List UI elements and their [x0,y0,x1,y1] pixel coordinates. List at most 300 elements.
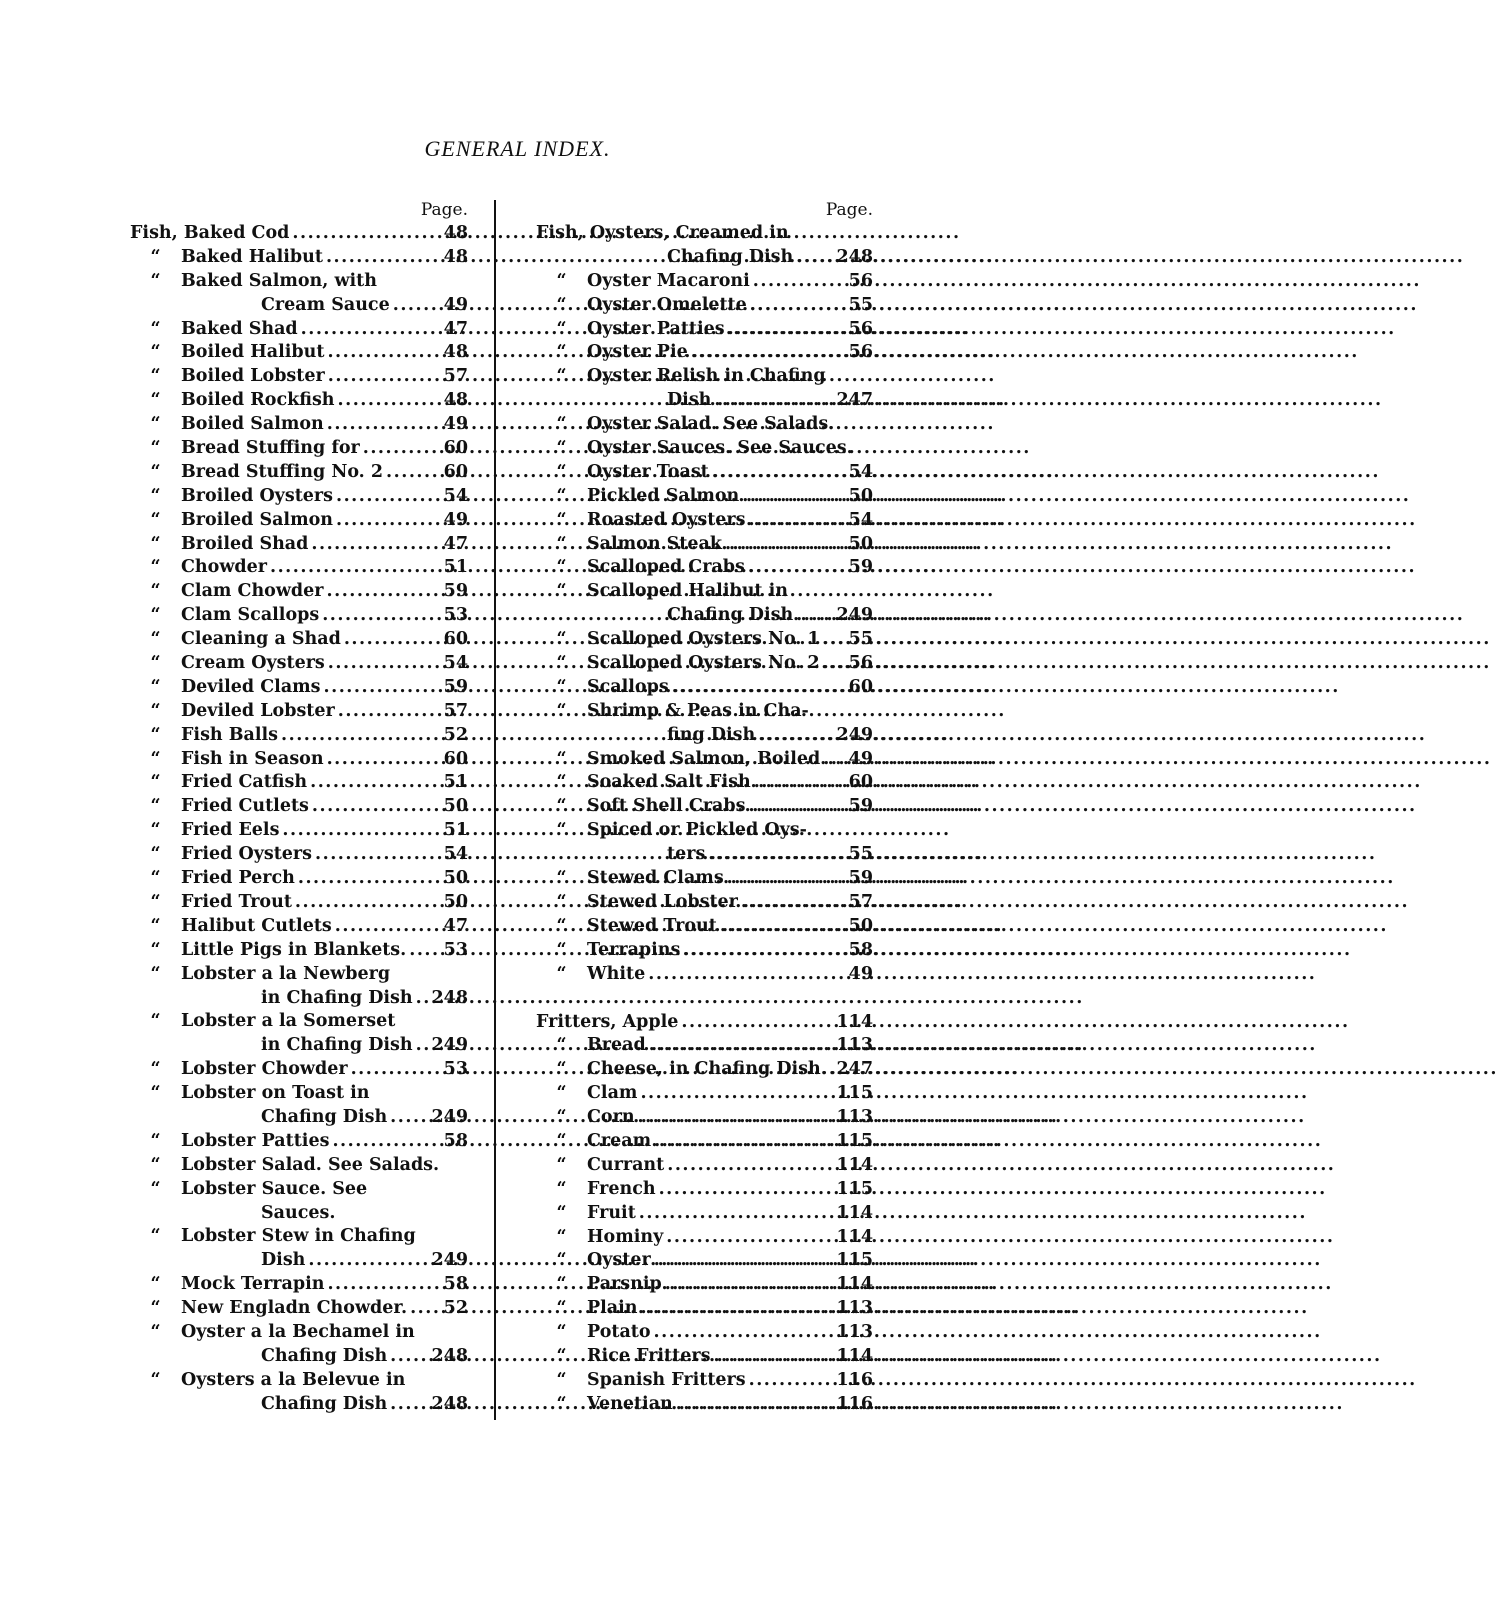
entry-text: Bread Stuffing for [181,438,360,459]
page-number: 248 [431,987,468,1008]
page-number: 47 [443,533,468,554]
dot-leader [407,1297,444,1321]
index-entry [130,795,468,819]
page-number: 49 [848,963,873,984]
page-number: 114 [836,1154,873,1175]
page-number: 54 [443,485,468,506]
page-number: 58 [848,939,873,960]
ditto-mark: “ [556,414,567,435]
ditto-mark: “ [150,509,161,530]
index-entry-continuation [130,294,468,318]
dot-leader [636,1202,837,1226]
index-entry-continuation [130,987,468,1011]
index-entry-continuation [536,246,873,270]
dot-leader [705,843,848,867]
index-entry [536,1297,873,1321]
index-entry [130,724,468,748]
dot-leader [664,1154,836,1178]
dot-leader [267,556,444,580]
ditto-mark: “ [150,342,161,363]
index-entry [130,556,468,580]
entry-text: ters [667,844,706,865]
index-entry [536,437,873,461]
dot-leader [739,485,848,509]
ditto-mark: “ [556,868,567,889]
entry-text: Scalloped Halibut in [587,581,788,602]
page-number: 113 [836,1107,873,1128]
dot-leader [324,1273,443,1297]
entry-text: Oyster Salad. See Salads. [587,414,835,435]
page-number: 115 [836,1178,873,1199]
index-entry [536,1082,873,1106]
index-entry [536,628,873,652]
entry-text: Little Pigs in Blankets. [181,939,407,960]
dot-leader [312,843,444,867]
dot-leader [793,246,836,270]
dot-leader [308,533,443,557]
index-entry [536,1154,873,1178]
page-number: 54 [848,509,873,530]
entry-text: Cream [587,1130,652,1151]
index-entry [536,1106,873,1130]
entry-text: New Engladn Chowder. [181,1298,408,1319]
index-entry [536,1393,873,1417]
ditto-mark: “ [556,748,567,769]
index-entry [130,318,468,342]
page-number: 53 [443,605,468,626]
entry-text: Venetian [587,1393,673,1414]
page-number: 52 [443,1298,468,1319]
section-gap [536,987,873,1011]
index-entry [130,509,468,533]
dot-leader [710,1345,836,1369]
index-entry [130,748,468,772]
entry-text: Stewed Clams [587,868,724,889]
entry-text: Chafing Dish [667,246,794,267]
dot-leader [295,867,444,891]
page-number: 59 [443,581,468,602]
entry-text: Terrapins [587,939,681,960]
index-entry [130,604,468,628]
dot-leader [325,652,444,676]
dot-leader [746,509,849,533]
ditto-mark: “ [556,915,567,936]
entry-text: Lobster a la Newberg [181,963,391,984]
entry-text: Fried Oysters [181,844,313,865]
entry-text: Broiled Oysters [181,485,333,506]
ditto-mark: “ [150,653,161,674]
entry-text: Clam Scallops [181,605,320,626]
page-number: 50 [848,533,873,554]
index-entry [536,485,873,509]
dot-leader [325,365,444,389]
index-entry [130,437,468,461]
ditto-mark: “ [556,1369,567,1390]
entry-text: Oyster Omelette [587,294,747,315]
entry-text: Oyster Toast [587,461,709,482]
dot-leader [651,1321,837,1345]
ditto-mark: “ [150,1226,161,1247]
entry-text: Soft Shell Crabs [587,796,746,817]
dot-leader [333,509,444,533]
ditto-mark: “ [150,246,161,267]
dot-leader [745,556,849,580]
page-number: 247 [836,390,873,411]
page-number: 49 [848,748,873,769]
dot-leader [651,1249,837,1273]
dot-leader [292,891,444,915]
ditto-mark: “ [150,700,161,721]
page-number: 50 [443,796,468,817]
ditto-mark: “ [150,796,161,817]
page-number: 114 [836,1274,873,1295]
ditto-mark: “ [556,1202,567,1223]
entry-text: Fish, Oysters, Creamed in [536,223,789,243]
dot-leader [793,604,836,628]
entry-text: Broiled Shad [181,533,309,554]
index-entry [536,748,873,772]
ditto-mark: “ [556,1154,567,1175]
entry-text: Fried Perch [181,868,295,889]
ditto-mark: “ [556,1322,567,1343]
dot-leader [335,700,444,724]
ditto-mark: “ [556,1250,567,1271]
ditto-mark: “ [556,700,567,721]
entry-text: Roasted Oysters [587,509,746,530]
dot-leader [390,294,444,318]
ditto-mark: “ [150,844,161,865]
page-column-header: Page. [825,200,873,220]
dot-leader [324,341,443,365]
page-number: 56 [848,270,873,291]
ditto-mark: “ [556,318,567,339]
index-entry-continuation [130,1393,468,1417]
ditto-mark: “ [150,533,161,554]
index-entry-continuation [130,1345,468,1369]
ditto-mark: “ [556,485,567,506]
entry-text: Fried Cutlets [181,796,309,817]
dot-leader [663,1226,836,1250]
page-number: 53 [443,939,468,960]
ditto-mark: “ [556,1083,567,1104]
dot-leader [289,222,443,246]
dot-leader [724,867,849,891]
dot-leader [645,963,848,987]
index-entries [536,222,873,1417]
page-number: 60 [443,629,468,650]
ditto-mark: “ [556,796,567,817]
entry-text: Bread Stuffing No. 2 [181,461,384,482]
ditto-mark: “ [150,270,161,291]
ditto-mark: “ [150,820,161,841]
index-entry [130,246,468,270]
index-entry [130,580,468,604]
index-entry-continuation [130,1202,468,1226]
ditto-mark: “ [150,390,161,411]
index-entry [130,700,468,724]
entry-text: Cream Sauce [261,294,390,315]
dot-leader [669,676,849,700]
dot-leader [298,318,444,342]
page-number: 248 [431,1393,468,1414]
ditto-mark: “ [150,414,161,435]
dot-leader [746,1369,837,1393]
ditto-mark: “ [556,891,567,912]
entry-text: Scallops [587,676,669,697]
ditto-mark: “ [150,1298,161,1319]
index-entry [130,1273,468,1297]
ditto-mark: “ [150,1321,161,1342]
ditto-mark: “ [150,438,161,459]
entry-text: Chafing Dish [261,1345,388,1366]
index-entry [130,365,468,389]
ditto-mark: “ [556,772,567,793]
page-number: 52 [443,724,468,745]
page-number: 56 [848,653,873,674]
page-number: 248 [431,1345,468,1366]
dot-leader [747,294,849,318]
page-number: 51 [443,557,468,578]
ditto-mark: “ [150,485,161,506]
entry-text: Halibut Cutlets [181,915,332,936]
entry-text: Lobster Stew in Chafing [181,1226,416,1247]
index-entry [130,867,468,891]
index-entry [536,461,873,485]
page-number: 59 [848,557,873,578]
page-number: 115 [836,1130,873,1151]
page-number: 113 [836,1298,873,1319]
page-number: 249 [431,1106,468,1127]
index-entry [536,700,873,724]
dot-leader [387,1106,431,1130]
index-entry [536,1273,873,1297]
page-number: 116 [836,1369,873,1390]
page-number: 51 [443,820,468,841]
ditto-mark: “ [556,1274,567,1295]
index-entry [536,509,873,533]
ditto-mark: “ [556,939,567,960]
dot-leader [321,676,444,700]
ditto-mark: “ [556,1059,567,1080]
dot-leader [725,318,849,342]
ditto-mark: “ [150,1011,161,1032]
dot-leader [348,1058,444,1082]
index-entry [536,819,873,843]
page-number: 60 [848,676,873,697]
entry-text: Oyster Patties [587,318,725,339]
ditto-mark: “ [150,557,161,578]
index-entry [536,939,873,963]
index-entry-continuation [536,604,873,628]
page-number: 59 [848,868,873,889]
dot-leader [387,1393,431,1417]
index-entry [536,413,873,437]
entry-text: Cream Oysters [181,653,325,674]
page-number: 114 [836,1345,873,1366]
page-number: 57 [443,366,468,387]
entry-text: in Chafing Dish [261,987,413,1008]
entry-text: Fish, Baked Cod [130,223,290,243]
ditto-mark: “ [556,963,567,984]
dot-leader [341,628,444,652]
ditto-mark: “ [556,294,567,315]
ditto-mark: “ [556,581,567,602]
entry-text: Boiled Rockfish [181,390,335,411]
entry-text: Pickled Salmon [587,485,740,506]
ditto-mark: “ [556,461,567,482]
page-number: 58 [443,1130,468,1151]
entry-text: Lobster Salad. See Salads. [181,1154,440,1175]
dot-leader [383,461,444,485]
ditto-mark: “ [150,724,161,745]
entry-text: Salmon Steak [587,533,722,554]
dot-leader [333,485,444,509]
dot-leader [662,1273,837,1297]
page-number: 48 [443,246,468,267]
index-entry [130,1321,468,1345]
dot-leader [278,724,444,748]
dot-leader [751,771,849,795]
entry-text: Boiled Halibut [181,342,325,363]
entry-text: Lobster Sauce. See [181,1178,368,1199]
entry-text: Oyster a la Bechamel in [181,1321,415,1342]
ditto-mark: “ [150,939,161,960]
entry-text: Chafing Dish [261,1106,388,1127]
ditto-mark: “ [150,1369,161,1390]
index-entry [536,676,873,700]
ditto-mark: “ [150,366,161,387]
index-entry [130,628,468,652]
index-entry [130,1130,468,1154]
index-entry [130,819,468,843]
dot-leader [717,915,849,939]
entry-text: Scalloped Oysters No. 1 [587,629,820,650]
entry-text: White [587,963,646,984]
index-entry [536,652,873,676]
entry-text: in Chafing Dish [261,1035,413,1056]
index-entry [536,795,873,819]
dot-leader [651,1130,836,1154]
index-entry [130,939,468,963]
page-number: 53 [443,1059,468,1080]
ditto-mark: “ [556,1226,567,1247]
entry-text: Currant [587,1154,665,1175]
entry-text: Stewed Lobster [587,891,738,912]
page-number: 55 [848,629,873,650]
dot-leader [722,533,849,557]
ditto-mark: “ [150,963,161,984]
ditto-mark: “ [150,629,161,650]
index-entry [536,270,873,294]
entry-text: Sauces. [261,1202,336,1223]
ditto-mark: “ [556,629,567,650]
index-entry [536,1249,873,1273]
dot-leader [750,270,849,294]
dot-leader [827,1058,837,1082]
index-entry [536,1178,873,1202]
dot-leader [637,1082,836,1106]
index-entry [536,915,873,939]
index-entry [130,341,468,365]
ditto-mark: “ [556,1107,567,1128]
entry-text: Plain [587,1298,638,1319]
entry-text: Cheese, in Chafing Dish. [587,1059,827,1080]
entry-text: Oysters a la Belevue in [181,1369,406,1390]
page-number: 113 [836,1322,873,1343]
entry-text: Oyster [587,1250,651,1271]
entry-text: Baked Shad [181,318,298,339]
entry-text: Scalloped Crabs [587,557,745,578]
index-entry [536,1369,873,1393]
ditto-mark: “ [556,820,567,841]
page-number: 114 [836,1202,873,1223]
page-number: 55 [848,844,873,865]
index-entry [536,1321,873,1345]
entry-text: Chafing Dish [667,605,794,626]
dot-leader [406,939,443,963]
dot-leader [319,604,443,628]
entry-text: fing Dish [667,724,756,745]
dot-leader [738,891,849,915]
index-entry [130,1082,468,1106]
ditto-mark: “ [556,1035,567,1056]
index-entry [536,771,873,795]
index-entry [130,413,468,437]
index-entry-continuation [536,724,873,748]
index-entry [536,1034,873,1058]
entry-text: Boiled Lobster [181,366,325,387]
page-number: 114 [836,1011,873,1032]
page-number: 48 [443,390,468,411]
page-number: 49 [443,294,468,315]
ditto-mark: “ [150,461,161,482]
page-number: 51 [443,772,468,793]
entry-text: Rice Fritters [587,1345,711,1366]
page-number: 54 [848,461,873,482]
entry-text: Baked Salmon, with [181,270,377,291]
page-number: 114 [836,1226,873,1247]
entry-text: French [587,1178,656,1199]
page-number: 50 [848,915,873,936]
ditto-mark: “ [150,891,161,912]
page-number: 248 [836,246,873,267]
ditto-mark: “ [556,1178,567,1199]
entry-text: Deviled Lobster [181,700,335,721]
dot-leader [820,652,849,676]
ditto-mark: “ [150,1154,161,1175]
ditto-mark: “ [150,581,161,602]
dot-leader [638,1297,837,1321]
page-number: 47 [443,318,468,339]
entry-text: Fish Balls [181,724,279,745]
entry-text: Oyster Pie [587,342,688,363]
entry-text: Fritters, Apple [536,1011,679,1032]
page-number: 48 [443,223,468,243]
ditto-mark: “ [150,1130,161,1151]
entry-text: Oyster Macaroni [587,270,750,291]
dot-leader [323,246,444,270]
entry-text: Fried Catfish [181,772,308,793]
index-entry [130,485,468,509]
dot-leader [324,413,444,437]
index-entry [130,1154,468,1178]
index-column-right [536,198,873,1417]
index-entry-continuation [130,1034,468,1058]
page-number: 54 [443,844,468,865]
index-entry [536,1058,873,1082]
dot-leader [335,389,444,413]
entry-text: Fried Eels [181,820,280,841]
